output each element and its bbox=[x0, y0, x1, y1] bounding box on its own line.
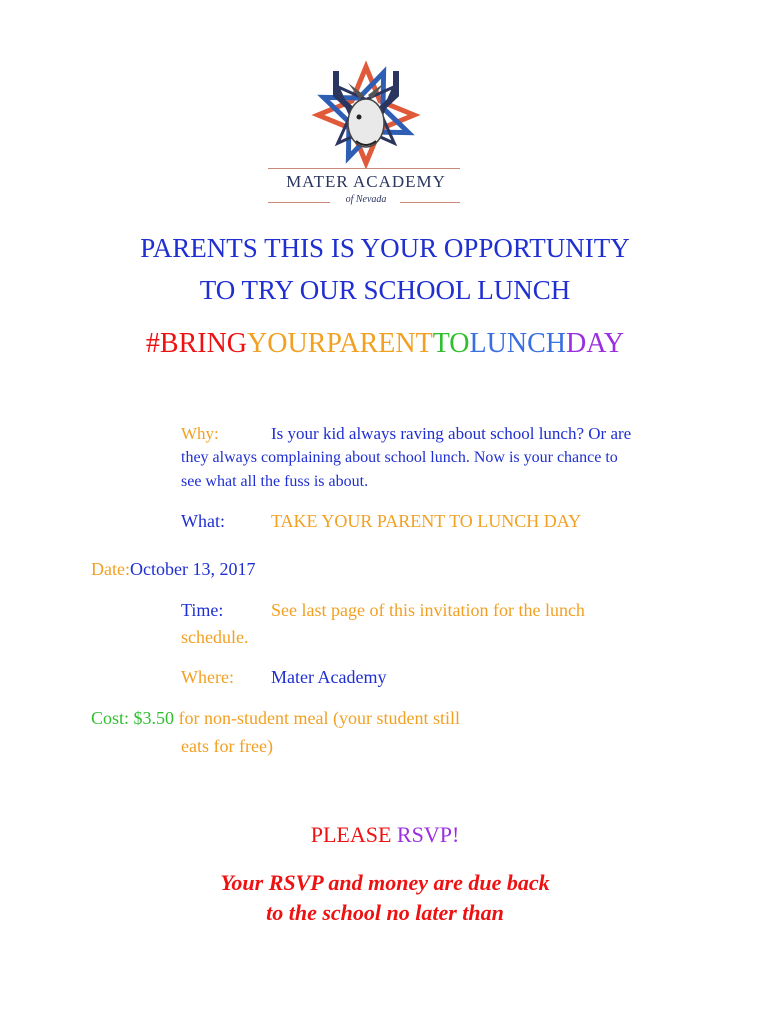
rsvp-due-line-2: to the school no later than bbox=[266, 900, 504, 925]
rsvp-due-notice bbox=[0, 868, 770, 928]
date-row bbox=[91, 557, 491, 581]
date-value: October 13, 2017 bbox=[129, 559, 256, 579]
hashtag-part-yourparent: YOURPARENT bbox=[247, 328, 433, 359]
cost-value: for non-student meal (your student still bbox=[178, 708, 460, 728]
mustang-logo-icon bbox=[262, 60, 470, 170]
rsvp-please: PLEASE bbox=[310, 822, 392, 847]
hashtag-title bbox=[0, 328, 770, 360]
cost-label: Cost: bbox=[91, 708, 130, 728]
cost-value-line-2: eats for free) bbox=[181, 736, 273, 756]
rsvp-word: RSVP! bbox=[396, 822, 460, 847]
why-label: Why: bbox=[181, 424, 219, 443]
why-line-1: Is your kid always raving about school lunch? Or are bbox=[271, 424, 632, 443]
time-value: See last page of this invitation for the lunch bbox=[271, 600, 585, 620]
hashtag-part-bring: #BRING bbox=[145, 328, 248, 359]
hashtag-part-to: TO bbox=[432, 328, 470, 359]
cost-amount: $3.50 bbox=[133, 708, 175, 728]
why-line-2: they always complaining about school lunch. Now is your chance to bbox=[181, 449, 618, 466]
hashtag-part-lunch: LUNCH bbox=[469, 328, 566, 359]
what-row bbox=[181, 509, 701, 533]
date-label: Date: bbox=[91, 559, 130, 579]
where-label: Where: bbox=[181, 667, 234, 687]
what-label: What: bbox=[181, 511, 225, 531]
headline-line-2: TO TRY OUR SCHOOL LUNCH bbox=[199, 275, 571, 305]
what-value: TAKE YOUR PARENT TO LUNCH DAY bbox=[271, 511, 582, 531]
where-row bbox=[181, 665, 581, 689]
time-row bbox=[181, 598, 681, 649]
logo-subtitle: of Nevada bbox=[345, 194, 387, 205]
why-line-3: see what all the fuss is about. bbox=[181, 473, 369, 490]
time-value-line-2: schedule. bbox=[181, 627, 249, 647]
time-label: Time: bbox=[181, 600, 224, 620]
hashtag-part-day: DAY bbox=[565, 328, 625, 359]
rsvp-due-line-1: Your RSVP and money are due back bbox=[220, 870, 550, 895]
where-value: Mater Academy bbox=[271, 667, 387, 687]
logo-school-name: MATER ACADEMY bbox=[286, 172, 446, 191]
headline-line-1: PARENTS THIS IS YOUR OPPORTUNITY bbox=[140, 233, 630, 263]
why-section bbox=[181, 422, 681, 494]
rsvp-heading bbox=[0, 822, 770, 848]
cost-row bbox=[91, 706, 591, 758]
logo-top-rule bbox=[268, 168, 460, 169]
